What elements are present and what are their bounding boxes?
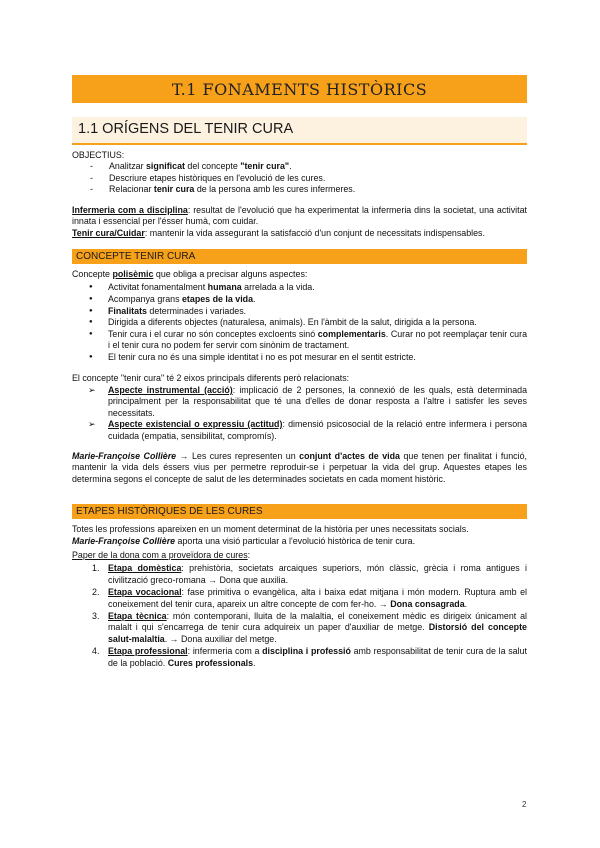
stages-list (72, 563, 527, 669)
section-title: 1.1 ORÍGENS DEL TENIR CURA (78, 121, 294, 137)
paper-title: Paper de la dona com a proveïdora de cures: (72, 550, 251, 561)
list-item: ● Finalitats determinades i variades. (86, 306, 527, 317)
list-item: Etapa domèstica: prehistòria, societats arcaiques superiors, món clàssic, grècia i roma antigues i civilització greco-romana → Dona que auxilia. (108, 563, 527, 585)
list-item: ● Tenir cura i el curar no són conceptes excloents sinó complementaris. Curar no pot reemplaçar tenir cura i el tenir cura no podem fer servir com sinònim de tractament. (86, 329, 527, 352)
list-item: ➢ Aspecte instrumental (acció): implicació de 2 persones, la connexió de les quals, està determinada principalment per la responsabilitat que té una d'elles de donar resposta a l'altre i satisfer les seves necessitats. (86, 385, 527, 419)
etapes-intro: Totes les professions apareixen en un moment determinat de la història per unes necessitats socials. (72, 524, 469, 535)
list-item: ➢ Aspecte existencial o expressiu (actitud): dimensió psicosocial de la relació entre infermera i persona cuidada (empatia, sensibilitat, compromís). (86, 419, 527, 442)
objective-item: - Relacionar tenir cura de la persona amb les cures infermeres. (86, 184, 527, 195)
concepte-intro: Concepte polisèmic que obliga a precisar alguns aspectes: (72, 268, 308, 279)
concepte-bullets (72, 282, 527, 363)
list-item: ● El tenir cura no és una simple identitat i no es pot mesurar en el sentit estricte. (86, 352, 527, 363)
list-item: Etapa professional: infermeria com a disciplina i professió amb responsabilitat de tenir cura de la salut de la població. Cures professionals. (108, 646, 527, 668)
eixos-list (72, 385, 527, 442)
list-item: ● Acompanya grans etapes de la vida. (86, 294, 527, 305)
list-item: ● Activitat fonamentalment humana arrelada a la vida. (86, 282, 527, 293)
content-body (72, 150, 527, 670)
chapter-title: T.1 FONAMENTS HISTÒRICS (171, 79, 428, 99)
page-number: 2 (522, 800, 527, 809)
objectives-title: OBJECTIUS: (72, 150, 125, 160)
etapes-colliere: Marie-Françoise Collière aporta una visió particular a l'evolució històrica de tenir cura. (72, 535, 416, 546)
list-item: Etapa vocacional: fase primitiva o evangèlica, alta i baixa edat mitjana i món modern. Ruptura amb el coneixement del tenir cura, apareix un altre concepte de com fer-ho. → Dona consagrada. (108, 587, 527, 609)
section-heading (72, 117, 527, 145)
objective-item: - Descriure etapes històriques en l'evolució de les cures. (86, 173, 527, 184)
etapes-banner: ETAPES HISTÒRIQUES DE LES CURES (72, 504, 527, 519)
colliere-paragraph: Marie-Françoise Collière → Les cures representen un conjunt d'actes de vida que tenen per finalitat i funció, mantenir la vida dels éssers vius per permetre reproduir-se i perpetuar la vida del grup. Aquestes etapes les determina segons el concepte de salut de les determinades societats en cada moment històric. (72, 451, 527, 484)
definition-tenir-cura: Tenir cura/Cuidar: mantenir la vida assegurant la satisfacció d'un conjunt de necessitats indispensables. (72, 228, 485, 239)
objective-item: - Analitzar significat del concepte "tenir cura". (86, 161, 527, 172)
chapter-title-banner (72, 75, 527, 103)
definition-infermeria: Infermeria com a disciplina: resultat de l'evolució que ha experimentat la infermeria dins la societat, una activitat innata i essencial per l'ésser humà, com cuidar. (72, 204, 527, 227)
eixos-intro: El concepte "tenir cura" té 2 eixos principals diferents però relacionats: (72, 372, 350, 383)
objectives-list (72, 161, 527, 195)
list-item: ● Dirigida a diferents objectes (naturalesa, animals). En l'àmbit de la salut, dirigida a la persona. (86, 317, 527, 328)
concepte-banner: CONCEPTE TENIR CURA (72, 249, 527, 264)
list-item: Etapa tècnica: món contemporani, lluita de la malaltia, el coneixement mèdic es dirigeix únicament al malalt i qui s'encarrega de tenir cura adquireix un paper d'auxiliar de metge. Distorsió del concepte salut-malaltia. → Dona auxiliar del metge. (108, 611, 527, 644)
